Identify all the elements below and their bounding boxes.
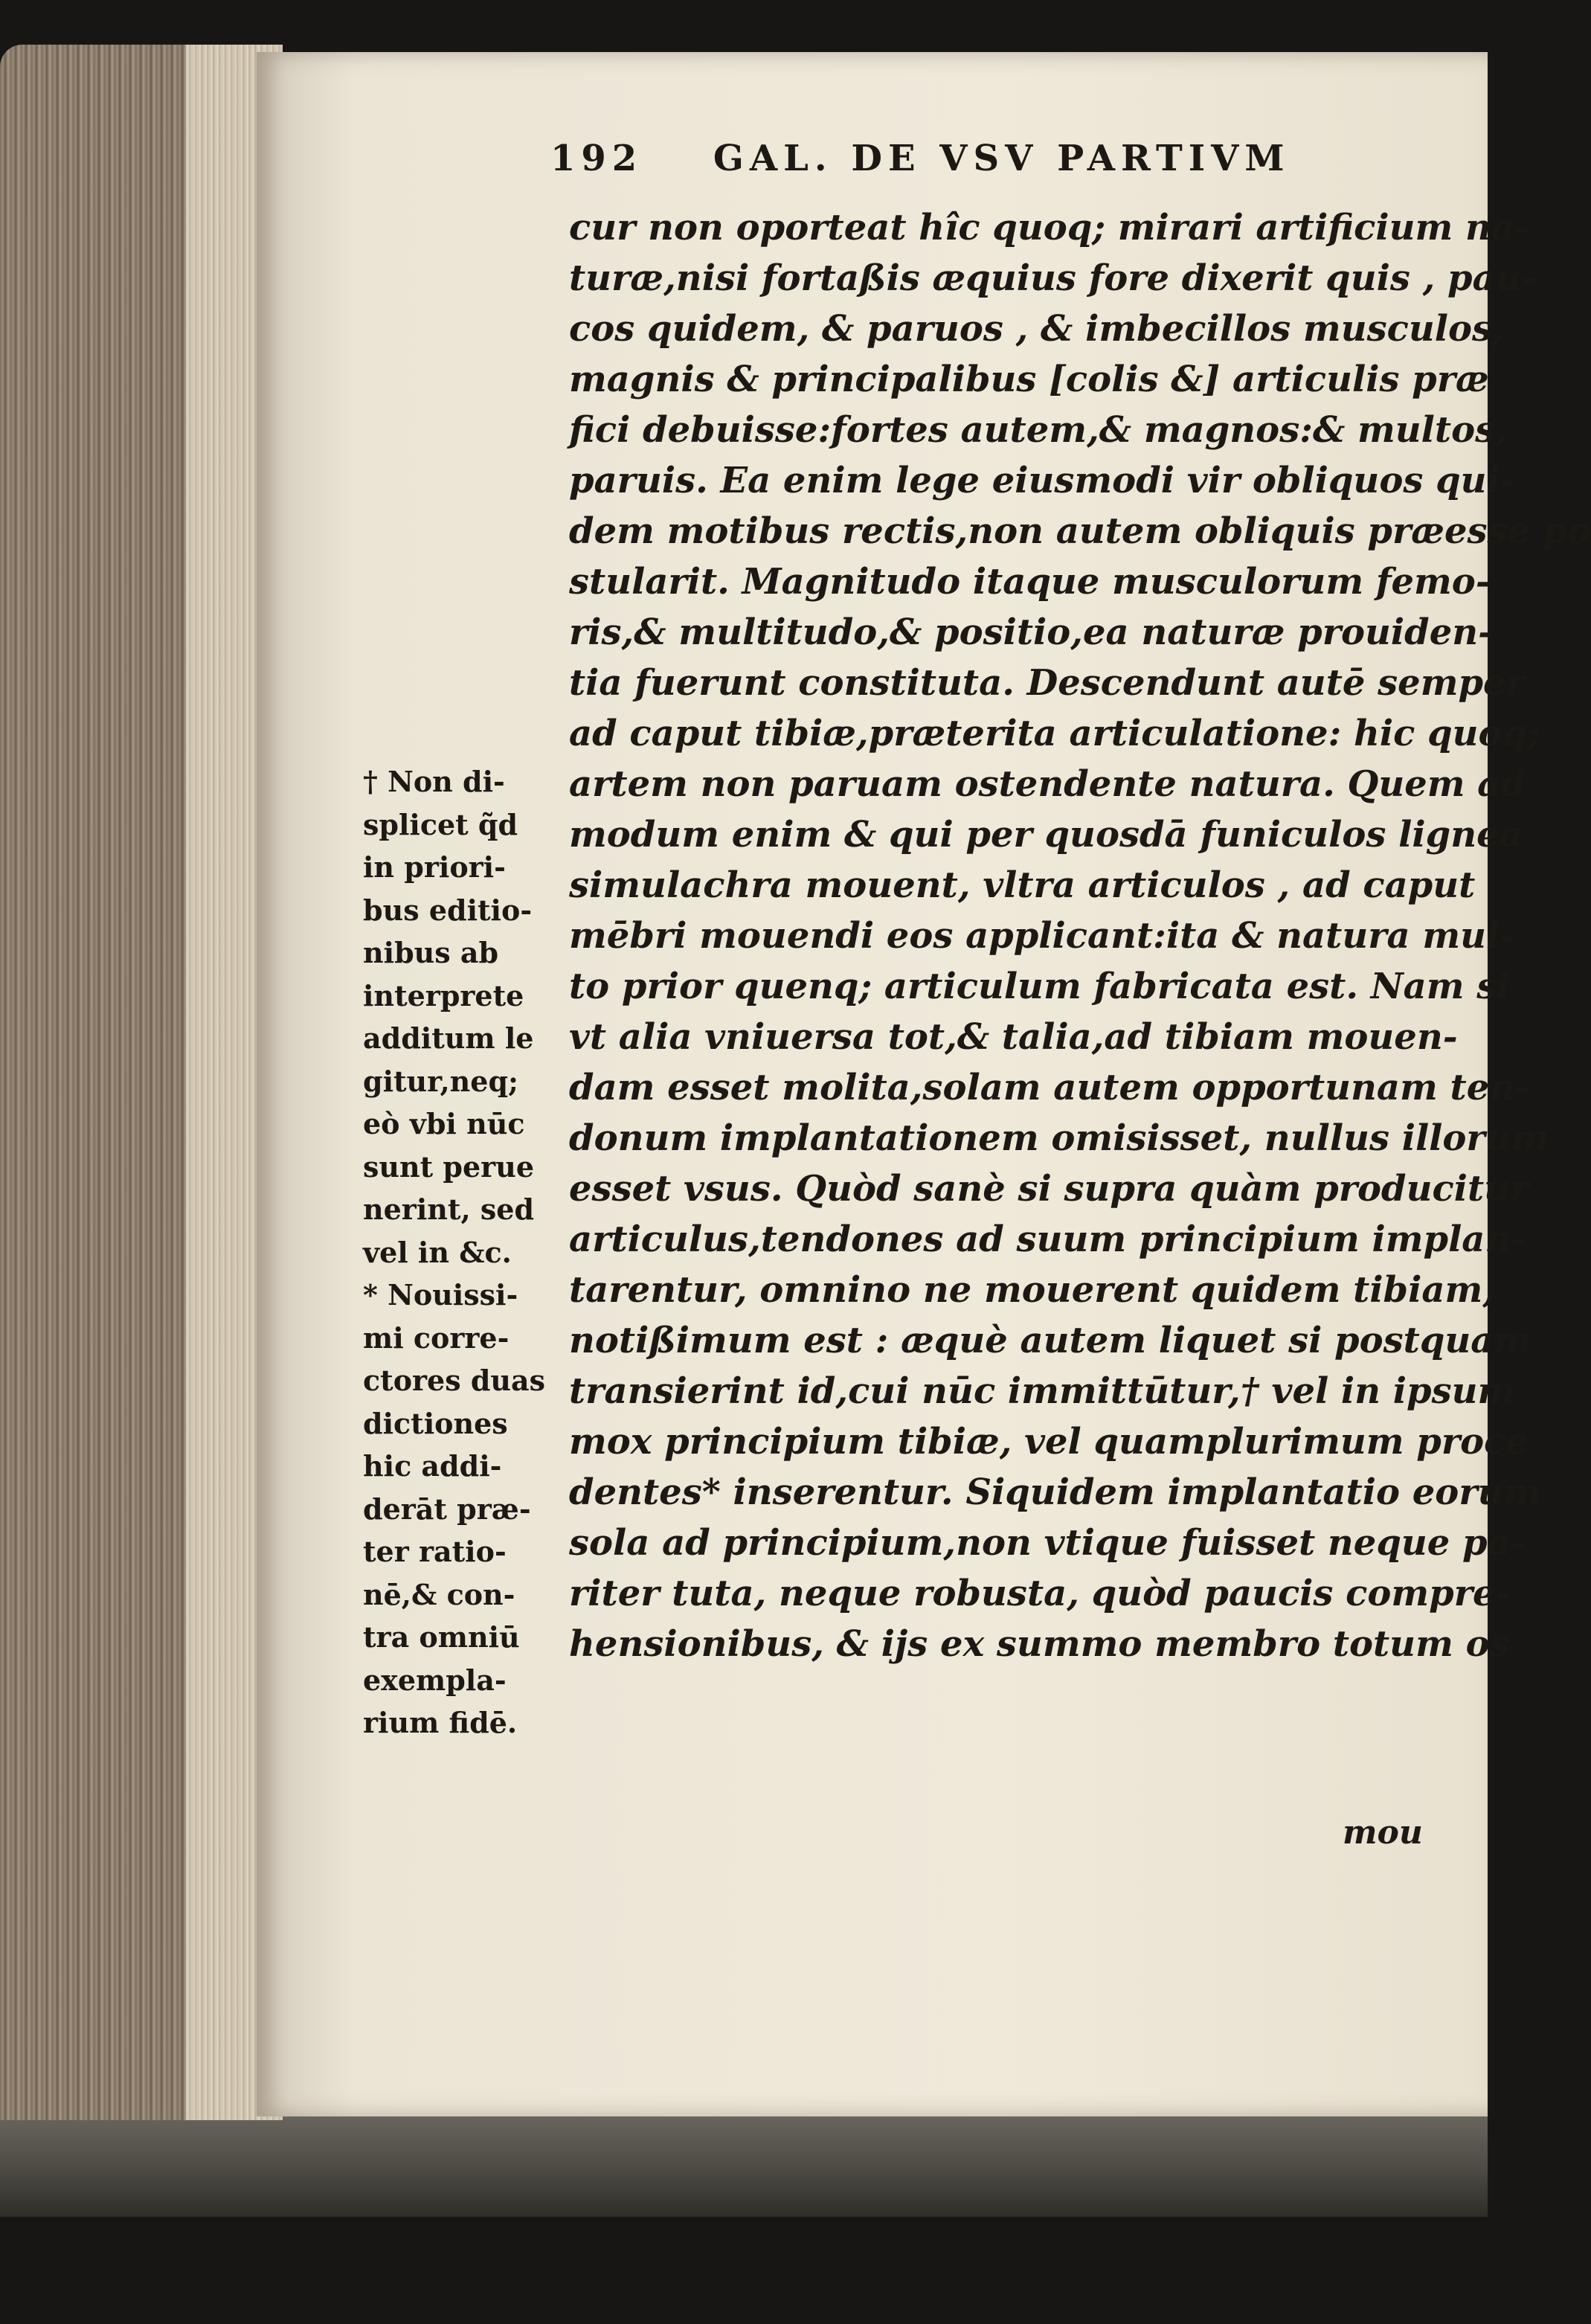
text-line: artem non paruam ostendente natura. Quem ad	[569, 763, 1526, 805]
text-line: donum implantationem omisisset, nullus illorum	[569, 1117, 1549, 1159]
text-line: notißimum est : æquè autem liquet si postquam	[569, 1320, 1532, 1361]
marginal-note-line: * Nouissi-	[363, 1278, 518, 1312]
text-line: turæ,nisi fortaßis æquius fore dixerit quis , pau-	[569, 257, 1537, 299]
marginal-note-line: ctores duas	[363, 1364, 546, 1397]
marginal-note-line: mi corre-	[363, 1320, 510, 1355]
text-line: magnis & principalibus [colis &] articulis præ	[569, 359, 1489, 400]
marginal-note-line: splicet q̃d	[363, 807, 518, 841]
text-line: ad caput tibiæ,præterita articulatione: hic quoq;	[569, 713, 1540, 754]
text-line: mēbri mouendi eos applicant:ita & natura mul-	[569, 915, 1515, 957]
marginal-note-line: nerint, sed	[363, 1193, 535, 1226]
text-line: cur non oporteat hîc quoq; mirari artificium na-	[569, 207, 1529, 248]
marginal-note-line: interprete	[363, 978, 524, 1012]
text-line: paruis. Ea enim lege eiusmodi vir obliquos qui-	[569, 460, 1515, 501]
text-line: articulus,tendones ad suum principium implan-	[569, 1219, 1526, 1260]
text-line: tarentur, omnino ne mouerent quidem tibiam,	[569, 1269, 1495, 1311]
marginal-note-line: vel in &c.	[363, 1235, 512, 1269]
marginal-note-line: nibus ab	[363, 936, 499, 969]
marginal-note-line: additum le	[363, 1021, 534, 1055]
text-line: to prior quenq; articulum fabricata est. Nam si	[569, 966, 1511, 1007]
text-line: modum enim & qui per quosdā funiculos lignea	[569, 814, 1523, 856]
text-line: vt alia vniuersa tot,& talia,ad tibiam mouen-	[569, 1016, 1458, 1058]
marginal-note-line: derāt præ-	[363, 1492, 531, 1526]
marginal-note-line: bus editio-	[363, 893, 533, 927]
marginal-notes	[363, 760, 564, 1744]
text-line: stularit. Magnitudo itaque musculorum femo-	[569, 561, 1491, 603]
running-head	[550, 138, 1291, 179]
marginal-note-line: tra omniū	[363, 1620, 520, 1654]
text-line: mox principium tibiæ, vel quamplurimum proce	[569, 1421, 1529, 1463]
marginal-note-line: exempla-	[363, 1663, 507, 1697]
text-line: cos quidem, & paruos , & imbecillos musculos,	[569, 308, 1505, 350]
text-line: hensionibus, & ijs ex summo membro totum os	[569, 1623, 1510, 1665]
text-line: transierint id,cui nūc immittūtur,† vel in ipsum	[569, 1370, 1516, 1412]
text-line: ris,& multitudo,& positio,ea naturæ prouiden-	[569, 612, 1494, 653]
marginal-note-line: sunt perue	[363, 1149, 535, 1184]
marginal-note-line: dictiones	[363, 1406, 508, 1440]
book-cover-edge	[0, 2105, 1488, 2217]
catchword: mou	[1343, 1814, 1423, 1852]
main-text-column	[569, 202, 1591, 1669]
marginal-note-line: ter ratio-	[363, 1535, 507, 1568]
page-number: 192	[550, 138, 643, 179]
text-line: sola ad principium,non vtique fuisset neque pa-	[569, 1522, 1526, 1564]
marginal-note-line: in priori-	[363, 850, 506, 884]
text-line: dem motibus rectis,non autem obliquis præesse po	[569, 510, 1591, 552]
text-line: dam esset molita,solam autem opportunam ten-	[569, 1067, 1531, 1108]
marginal-note-line: nē,& con-	[363, 1577, 515, 1611]
text-line: esset vsus. Quòd sanè si supra quàm producitur	[569, 1168, 1529, 1210]
marginal-note-line: † Non di-	[363, 765, 505, 798]
marginal-note-line: hic addi-	[363, 1449, 502, 1483]
marginal-note-line: eò vbi nūc	[363, 1107, 525, 1140]
text-line: dentes* inserentur. Siquidem implantatio eorum	[569, 1471, 1542, 1513]
text-line: tia fuerunt constituta. Descendunt autē semper	[569, 662, 1525, 704]
text-line: fici debuisse:fortes autem,& magnos:& multos,	[569, 409, 1508, 451]
marginal-note-line: rium fidē.	[363, 1706, 518, 1739]
marginal-note-line: gitur,neq;	[363, 1064, 519, 1098]
running-title: GAL. DE VSV PARTIVM	[713, 138, 1291, 179]
text-line: riter tuta, neque robusta, quòd paucis compre-	[569, 1573, 1511, 1614]
text-line: simulachra mouent, vltra articulos , ad caput	[569, 864, 1476, 906]
